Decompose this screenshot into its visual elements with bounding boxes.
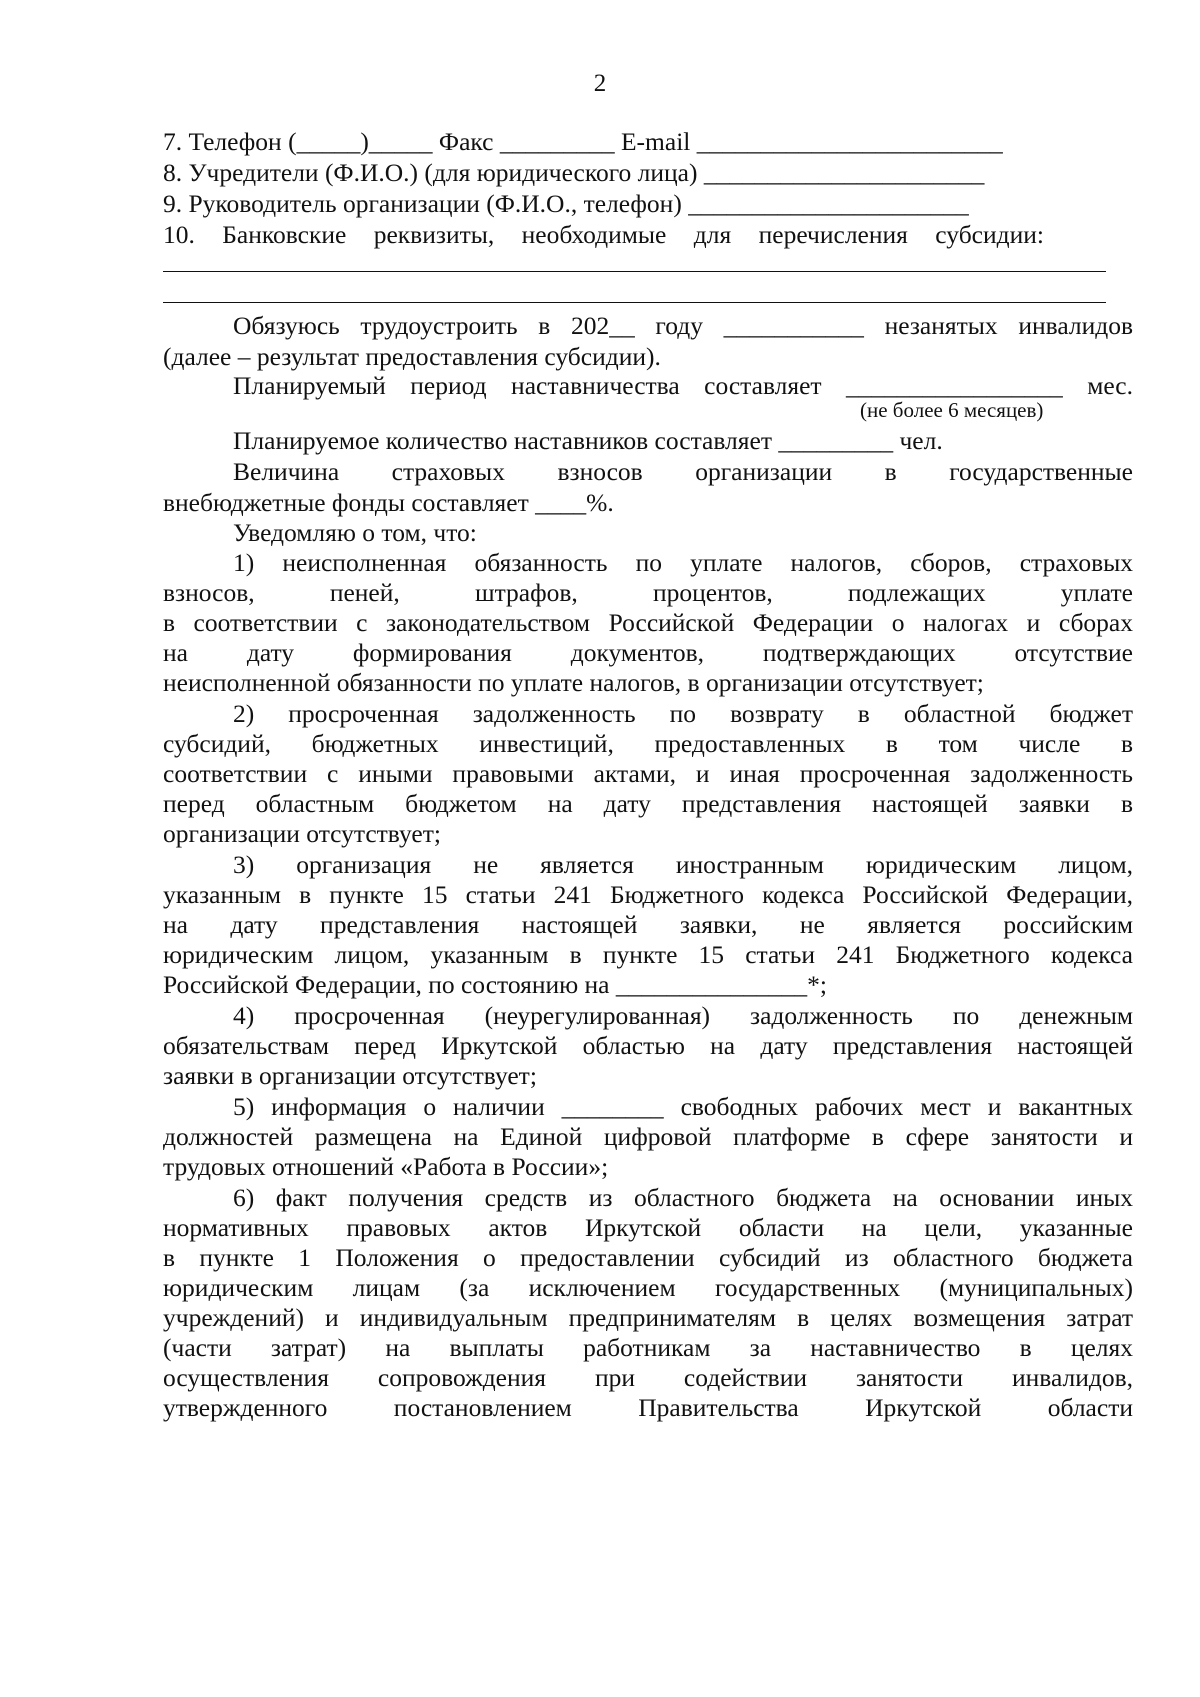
item-4-line-2: обязательствам перед Иркутской областью на дату представления настоящей [163, 1031, 1133, 1060]
item-6-line-4: юридическим лицам (за исключением государственных (муниципальных) [163, 1273, 1133, 1302]
item-6-line-6: (части затрат) на выплаты работникам за наставничество в целях [163, 1333, 1133, 1362]
note-max-6-months: (не более 6 месяцев) [860, 398, 1044, 422]
item-1-line-2: взносов, пеней, штрафов, процентов, подлежащих уплате [163, 578, 1133, 607]
item-1-line-5: неисполненной обязанности по уплате налогов, в организации отсутствует; [163, 668, 984, 697]
line-insurance-2: внебюджетные фонды составляет ____%. [163, 488, 614, 517]
line-mentors-count: Планируемое количество наставников составляет _________ чел. [233, 426, 943, 455]
line-phone-fax-email: 7. Телефон (_____)_____ Факс _________ E-mail ________________________ [163, 127, 1003, 156]
line-notify: Уведомляю о том, что: [233, 518, 477, 547]
item-6-line-8: утвержденного постановлением Правительства Иркутской области [163, 1393, 1133, 1422]
item-3-line-1: 3) организация не является иностранным юридическим лицом, [233, 850, 1133, 879]
item-6-line-1: 6) факт получения средств из областного бюджета на основании иных [233, 1183, 1133, 1212]
item-1-line-1: 1) неисполненная обязанность по уплате налогов, сборов, страховых [233, 548, 1133, 577]
line-founders: 8. Учредители (Ф.И.О.) (для юридического лица) ______________________ [163, 158, 985, 187]
page-number: 2 [593, 70, 607, 97]
item-3-line-5: Российской Федерации, по состоянию на _______________*; [163, 970, 827, 999]
item-6-line-5: учреждений) и индивидуальным предпринимателям в целях возмещения затрат [163, 1303, 1133, 1332]
item-6-line-2: нормативных правовых актов Иркутской области на цели, указанные [163, 1213, 1133, 1242]
item-1-line-4: на дату формирования документов, подтверждающих отсутствие [163, 638, 1133, 667]
line-insurance-1: Величина страховых взносов организации в государственные [233, 457, 1133, 486]
line-result: (далее – результат предоставления субсидии). [163, 342, 661, 371]
item-4-line-3: заявки в организации отсутствует; [163, 1061, 537, 1090]
item-4-line-1: 4) просроченная (неурегулированная) задолженность по денежным [233, 1001, 1133, 1030]
item-5-line-2: должностей размещена на Единой цифровой платформе в сфере занятости и [163, 1122, 1133, 1151]
item-2-line-2: субсидий, бюджетных инвестиций, предоставленных в том числе в [163, 729, 1133, 758]
item-3-line-4: юридическим лицом, указанным в пункте 15 статьи 241 Бюджетного кодекса [163, 940, 1133, 969]
blank-rule-1 [163, 271, 1106, 272]
line-bank-details: 10. Банковские реквизиты, необходимые для перечисления субсидии: [163, 220, 1044, 249]
blank-rule-2 [163, 302, 1106, 303]
item-6-line-7: осуществления сопровождения при содействии занятости инвалидов, [163, 1363, 1133, 1392]
line-director: 9. Руководитель организации (Ф.И.О., телефон) ______________________ [163, 189, 969, 218]
item-3-line-3: на дату представления настоящей заявки, не является российским [163, 910, 1133, 939]
line-employ-commitment: Обязуюсь трудоустроить в 202__ году ___________ незанятых инвалидов [233, 311, 1133, 340]
item-1-line-3: в соответствии с законодательством Российской Федерации о налогах и сборах [163, 608, 1133, 637]
item-6-line-3: в пункте 1 Положения о предоставлении субсидий из областного бюджета [163, 1243, 1133, 1272]
item-2-line-4: перед областным бюджетом на дату представления настоящей заявки в [163, 789, 1133, 818]
item-3-line-2: указанным в пункте 15 статьи 241 Бюджетного кодекса Российской Федерации, [163, 880, 1133, 909]
line-mentoring-period: Планируемый период наставничества составляет _________________ мес. [233, 371, 1133, 400]
item-5-line-1: 5) информация о наличии ________ свободных рабочих мест и вакантных [233, 1092, 1133, 1121]
item-2-line-3: соответствии с иными правовыми актами, и иная просроченная задолженность [163, 759, 1133, 788]
item-5-line-3: трудовых отношений «Работа в России»; [163, 1152, 609, 1181]
item-2-line-1: 2) просроченная задолженность по возврату в областной бюджет [233, 699, 1133, 728]
item-2-line-5: организации отсутствует; [163, 819, 441, 848]
